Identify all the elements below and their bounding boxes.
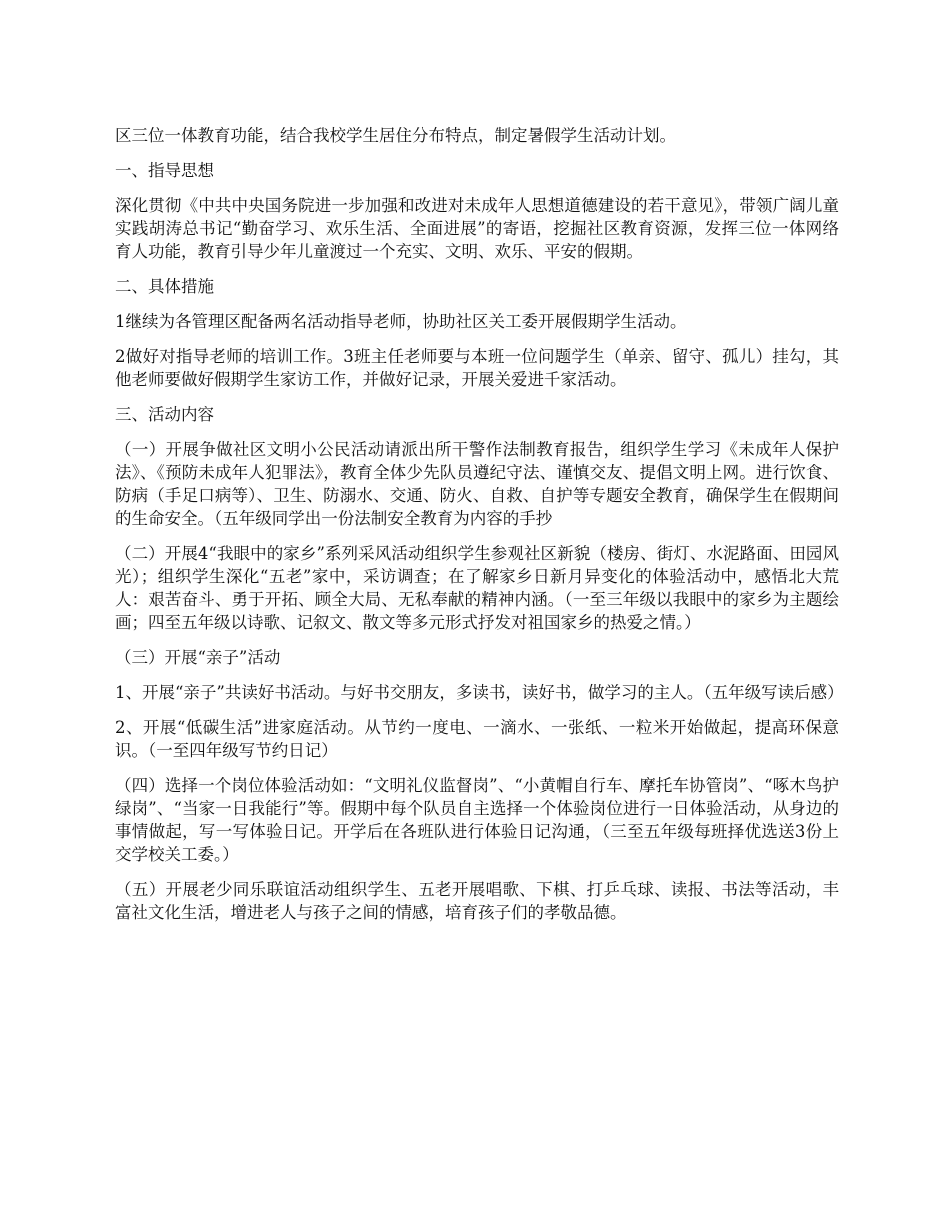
section-heading-guiding-ideology: 一、指导思想 <box>115 161 214 180</box>
measure-item-1: 1继续为各管理区配备两名活动指导老师，协助社区关工委开展假期学生活动。 <box>115 312 687 331</box>
section-heading-specific-measures: 二、具体措施 <box>115 277 214 296</box>
guiding-ideology-paragraph: 深化贯彻《中共中央国务院进一步加强和改进对未成年人思想道德建设的若干意见》，带领广阔儿童实践胡涛总书记“勤奋学习、欢乐生活、全面进展”的寄语，挖掘社区教育资源，发挥三位一体网络育人功能，教育引导少年儿童渡过一个充实、文明、欢乐、平安的假期。 <box>115 196 839 261</box>
activity-item-1: （一）开展争做社区文明小公民活动请派出所干警作法制教育报告，组织学生学习《未成年人保护法》、《预防未成年人犯罪法》，教育全体少先队员遵纪守法、谨慎交友、提倡文明上网。进行饮食、防病（手足口病等）、卫生、防溺水、交通、防火、自救、自护等专题安全教育，确保学生在假期间的生命安全。（五年级同学出一份法制安全教育为内容的手抄 <box>115 440 839 528</box>
intro-paragraph: 区三位一体教育功能，结合我校学生居住分布特点，制定暑假学生活动计划。 <box>115 126 676 145</box>
activity-item-5: （五）开展老少同乐联谊活动组织学生、五老开展唱歌、下棋、打乒乓球、读报、书法等活动，丰富社文化生活，增进老人与孩子之间的情感，培育孩子们的孝敬品德。 <box>115 880 839 922</box>
section-heading-activity-content: 三、活动内容 <box>115 405 214 424</box>
activity-item-4: （四）选择一个岗位体验活动如：“文明礼仪监督岗”、“小黄帽自行车、摩托车协管岗”、“啄木鸟护绿岗”、“当家一日我能行”等。假期中每个队员自主选择一个体验岗位进行一日体验活动，从身边的事情做起，写一写体验日记。开学后在各班队进行体验日记沟通，（三至五年级每班择优选送3份上交学校关工委。） <box>115 776 839 864</box>
activity-item-3-heading: （三）开展“亲子”活动 <box>115 648 281 667</box>
measure-item-2: 2做好对指导老师的培训工作。3班主任老师要与本班一位问题学生（单亲、留守、孤儿）挂勾，其他老师要做好假期学生家访工作，并做好记录，开展关爱进千家活动。 <box>115 347 839 389</box>
activity-item-2: （二）开展4“我眼中的家乡”系列采风活动组织学生参观社区新貌（楼房、街灯、水泥路面、田园风光）；组织学生深化“五老”家中，采访调查；在了解家乡日新月异变化的体验活动中，感悟北大荒人：艰苦奋斗、勇于开拓、顾全大局、无私奉献的精神内涵。（一至三年级以我眼中的家乡为主题绘画；四至五年级以诗歌、记叙文、散文等多元形式抒发对祖国家乡的热爱之情。） <box>115 544 839 632</box>
document-body <box>115 124 844 936</box>
activity-item-3-sub-1: 1、开展“亲子”共读好书活动。与好书交朋友，多读书，读好书，做学习的主人。（五年级写读后感） <box>115 683 844 702</box>
activity-item-3-sub-2: 2、开展“低碳生活”进家庭活动。从节约一度电、一滴水、一张纸、一粒米开始做起，提高环保意识。（一至四年级写节约日记） <box>115 718 839 760</box>
